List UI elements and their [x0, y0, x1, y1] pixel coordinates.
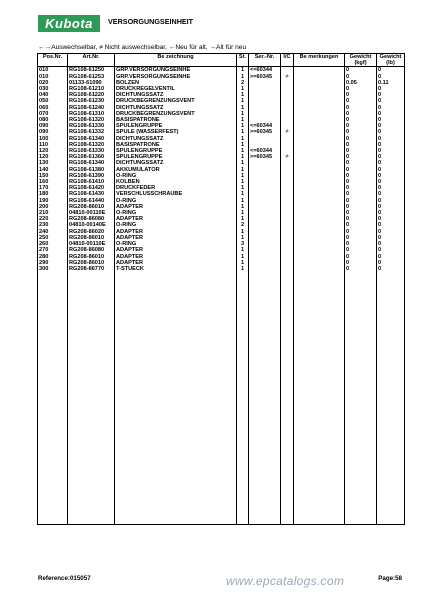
cell-qty: 1	[237, 216, 249, 222]
cell-description: BASISPATRONE	[115, 117, 237, 123]
cell-description: T-STUECK	[115, 266, 237, 272]
cell-pos: 010	[38, 74, 68, 80]
cell-weight-kgf: 0	[345, 266, 377, 272]
cell-weight-kgf: 0	[345, 210, 377, 216]
cell-qty: 1	[237, 191, 249, 197]
cell-weight-kgf: 0.05	[345, 80, 377, 86]
cell-qty: 1	[237, 92, 249, 98]
cell-remarks	[294, 67, 345, 74]
cell-pos: 270	[38, 247, 68, 253]
cell-qty: 1	[237, 117, 249, 123]
cell-description: DRUCKBEGRENZUNGSVENT	[115, 98, 237, 104]
cell-weight-kgf: 0	[345, 129, 377, 135]
cell-weight-lb: 0	[377, 129, 405, 135]
cell-part-no: RG108-61410	[68, 179, 115, 185]
cell-description: O-RING	[115, 210, 237, 216]
cell-ic: ≠	[281, 154, 294, 160]
cell-qty: 1	[237, 67, 249, 74]
page-number: Page:58	[378, 575, 402, 582]
cell-weight-lb: 0	[377, 266, 405, 272]
cell-part-no: RG108-61320	[68, 142, 115, 148]
cell-part-no: RG208-86010	[68, 204, 115, 210]
cell-weight-lb: 0	[377, 67, 405, 74]
cell-weight-kgf: 0	[345, 173, 377, 179]
cell-pos: 090	[38, 123, 68, 129]
cell-pos: 160	[38, 179, 68, 185]
cell-weight-lb: 0	[377, 148, 405, 154]
cell-weight-lb: 0	[377, 167, 405, 173]
cell-part-no: RG108-61253	[68, 74, 115, 80]
cell-qty: 3	[237, 241, 249, 247]
cell-weight-kgf: 0	[345, 179, 377, 185]
cell-qty: 1	[237, 247, 249, 253]
cell-description: ADAPTER	[115, 216, 237, 222]
cell-weight-kgf: 0	[345, 136, 377, 142]
col-header-weight-kgf: Gewicht (kgf)	[345, 54, 377, 67]
cell-description: ADAPTER	[115, 229, 237, 235]
filler-cell	[249, 272, 281, 524]
watermark: www.epcatalogs.com	[226, 574, 345, 588]
cell-weight-kgf: 0	[345, 254, 377, 260]
cell-weight-lb: 0	[377, 123, 405, 129]
cell-weight-lb: 0	[377, 74, 405, 80]
page-title: VERSORGUNGSEINHEIT	[108, 17, 194, 26]
cell-qty: 1	[237, 204, 249, 210]
cell-weight-kgf: 0	[345, 185, 377, 191]
cell-weight-kgf: 0	[345, 105, 377, 111]
cell-part-no: RG108-61310	[68, 111, 115, 117]
cell-part-no: 04810-00140E	[68, 222, 115, 228]
cell-serial: >=60345	[249, 154, 281, 160]
cell-pos: 220	[38, 216, 68, 222]
cell-description: DRUCKFEDER	[115, 185, 237, 191]
cell-pos: 060	[38, 105, 68, 111]
cell-qty: 1	[237, 111, 249, 117]
cell-qty: 1	[237, 98, 249, 104]
cell-weight-kgf: 0	[345, 167, 377, 173]
cell-qty: 1	[237, 210, 249, 216]
cell-weight-lb: 0	[377, 160, 405, 166]
cell-qty: 1	[237, 254, 249, 260]
cell-part-no: RG208-86080	[68, 216, 115, 222]
col-header-part-no: Art.Nr.	[68, 54, 115, 67]
cell-pos: 030	[38, 86, 68, 92]
parts-table-body	[38, 67, 405, 524]
col-header-weight-lb: Gewicht (lb)	[377, 54, 405, 67]
cell-description: DICHTUNGSSATZ	[115, 105, 237, 111]
cell-qty: 1	[237, 105, 249, 111]
cell-qty: 1	[237, 154, 249, 160]
filler-cell	[345, 272, 377, 524]
cell-weight-lb: 0	[377, 229, 405, 235]
cell-weight-lb: 0	[377, 241, 405, 247]
cell-weight-kgf: 0	[345, 247, 377, 253]
cell-weight-kgf: 0	[345, 235, 377, 241]
cell-weight-lb: 0	[377, 198, 405, 204]
table-header-row	[38, 54, 405, 67]
cell-weight-kgf: 0	[345, 216, 377, 222]
cell-weight-kgf: 0	[345, 222, 377, 228]
cell-pos: 020	[38, 80, 68, 86]
col-header-serial: Ser.-Nr.	[249, 54, 281, 67]
cell-weight-lb: 0	[377, 185, 405, 191]
parts-table	[37, 53, 405, 525]
cell-weight-lb: 0	[377, 86, 405, 92]
cell-description: ADAPTER	[115, 235, 237, 241]
cell-weight-lb: 0	[377, 216, 405, 222]
col-header-qty: St.	[237, 54, 249, 67]
cell-weight-kgf: 0	[345, 142, 377, 148]
interchangeability-legend: ←→Auswechselbar, ≠ Nicht auswechselbar, ←Neu für alt, →Alt für neu	[38, 44, 247, 51]
cell-pos: 080	[38, 117, 68, 123]
cell-part-no: RG208-86010	[68, 260, 115, 266]
cell-description: ADAPTER	[115, 247, 237, 253]
cell-qty: 1	[237, 198, 249, 204]
filler-cell	[38, 272, 68, 524]
cell-description: GRP.VERSORGUNGSEINHE	[115, 74, 237, 80]
cell-description: O-RING	[115, 241, 237, 247]
cell-qty: 2	[237, 222, 249, 228]
col-header-remarks: Be merkungen	[294, 54, 345, 67]
cell-qty: 1	[237, 74, 249, 80]
cell-serial: >=60345	[249, 74, 281, 80]
cell-description: SPULENGRUPPE	[115, 154, 237, 160]
cell-pos: 140	[38, 167, 68, 173]
cell-qty: 1	[237, 179, 249, 185]
cell-description: SPULENGRUPPE	[115, 148, 237, 154]
cell-weight-lb: 0	[377, 210, 405, 216]
cell-qty: 1	[237, 173, 249, 179]
cell-part-no: RG108-61230	[68, 98, 115, 104]
cell-weight-lb: 0	[377, 154, 405, 160]
filler-cell	[377, 272, 405, 524]
cell-part-no: RG108-61360	[68, 154, 115, 160]
cell-pos: 120	[38, 154, 68, 160]
cell-pos: 300	[38, 266, 68, 272]
cell-pos: 180	[38, 191, 68, 197]
cell-pos: 200	[38, 204, 68, 210]
cell-part-no: RG108-61440	[68, 198, 115, 204]
table-row	[38, 67, 405, 74]
cell-weight-kgf: 0	[345, 204, 377, 210]
col-header-ic: I/C	[281, 54, 294, 67]
cell-description: DICHTUNGSSATZ	[115, 92, 237, 98]
cell-weight-kgf: 0	[345, 111, 377, 117]
cell-part-no: 04810-00110E	[68, 241, 115, 247]
cell-pos: 210	[38, 210, 68, 216]
cell-part-no: RG108-61220	[68, 92, 115, 98]
cell-part-no: RG108-61430	[68, 191, 115, 197]
cell-qty: 1	[237, 136, 249, 142]
cell-part-no: RG108-61250	[68, 67, 115, 74]
cell-weight-lb: 0	[377, 117, 405, 123]
cell-weight-lb: 0	[377, 142, 405, 148]
cell-part-no: 01133-61090	[68, 80, 115, 86]
cell-pos: 120	[38, 148, 68, 154]
cell-pos: 230	[38, 222, 68, 228]
cell-weight-kgf: 0	[345, 198, 377, 204]
cell-part-no: RG108-61320	[68, 117, 115, 123]
cell-description: O-RING	[115, 222, 237, 228]
cell-weight-kgf: 0	[345, 154, 377, 160]
cell-qty: 1	[237, 229, 249, 235]
cell-description: ADAPTER	[115, 204, 237, 210]
cell-pos: 250	[38, 235, 68, 241]
cell-weight-kgf: 0	[345, 92, 377, 98]
cell-pos: 110	[38, 142, 68, 148]
filler-cell	[281, 272, 294, 524]
cell-description: AKKUMULATOR	[115, 167, 237, 173]
cell-weight-kgf: 0	[345, 74, 377, 80]
cell-weight-lb: 0	[377, 173, 405, 179]
cell-qty: 1	[237, 123, 249, 129]
cell-pos: 130	[38, 160, 68, 166]
cell-serial: <=60344	[249, 123, 281, 129]
cell-qty: 2	[237, 80, 249, 86]
cell-part-no: RG108-61340	[68, 160, 115, 166]
cell-weight-lb: 0	[377, 179, 405, 185]
cell-part-no: RG108-61210	[68, 86, 115, 92]
cell-description: DICHTUNGSSATZ	[115, 160, 237, 166]
cell-qty: 1	[237, 148, 249, 154]
cell-weight-kgf: 0	[345, 241, 377, 247]
cell-weight-lb: 0	[377, 235, 405, 241]
cell-part-no: RG108-61390	[68, 173, 115, 179]
cell-part-no: RG108-61340	[68, 136, 115, 142]
cell-pos: 260	[38, 241, 68, 247]
cell-weight-lb: 0	[377, 98, 405, 104]
cell-part-no: RG208-86010	[68, 254, 115, 260]
filler-cell	[115, 272, 237, 524]
cell-qty: 1	[237, 167, 249, 173]
cell-description: SPULENGRUPPE	[115, 123, 237, 129]
cell-part-no: 04810-00110E	[68, 210, 115, 216]
cell-description: DRUCKBEGRENZUNGSVENT	[115, 111, 237, 117]
cell-part-no: RG208-86020	[68, 229, 115, 235]
table-filler-row	[38, 272, 405, 524]
cell-weight-kgf: 0	[345, 148, 377, 154]
cell-pos: 090	[38, 129, 68, 135]
cell-ic: ≠	[281, 74, 294, 80]
cell-weight-lb: 0	[377, 204, 405, 210]
cell-description: VERSCHLUSSCHRAUBE	[115, 191, 237, 197]
cell-description: ADAPTER	[115, 260, 237, 266]
cell-description: ADAPTER	[115, 254, 237, 260]
filler-cell	[68, 272, 115, 524]
cell-weight-kgf: 0	[345, 67, 377, 74]
cell-description: BASISPATRONE	[115, 142, 237, 148]
cell-qty: 1	[237, 160, 249, 166]
cell-qty: 1	[237, 185, 249, 191]
reference-number: Reference:015057	[38, 575, 91, 582]
cell-part-no: RG208-86770	[68, 266, 115, 272]
cell-qty: 1	[237, 142, 249, 148]
kubota-logo: Kubota	[38, 15, 100, 32]
cell-qty: 1	[237, 129, 249, 135]
cell-pos: 190	[38, 198, 68, 204]
filler-cell	[294, 272, 345, 524]
cell-description: GRP.VERSORGUNGSEINHE	[115, 67, 237, 74]
cell-pos: 050	[38, 98, 68, 104]
cell-qty: 1	[237, 86, 249, 92]
cell-weight-lb: 0	[377, 111, 405, 117]
filler-cell	[237, 272, 249, 524]
cell-weight-lb: 0	[377, 191, 405, 197]
cell-part-no: RG108-61330	[68, 148, 115, 154]
cell-part-no: RG108-61380	[68, 167, 115, 173]
cell-pos: 070	[38, 111, 68, 117]
col-header-description: Be zeichnung	[115, 54, 237, 67]
cell-weight-lb: 0.11	[377, 80, 405, 86]
cell-description: SPULE (WASSERFEST)	[115, 129, 237, 135]
cell-ic	[281, 67, 294, 74]
cell-weight-lb: 0	[377, 254, 405, 260]
cell-weight-lb: 0	[377, 105, 405, 111]
cell-description: O-RING	[115, 173, 237, 179]
cell-part-no: RG108-61330	[68, 123, 115, 129]
cell-part-no: RG108-61420	[68, 185, 115, 191]
col-header-pos: Pos.Nr.	[38, 54, 68, 67]
cell-part-no: RG108-61240	[68, 105, 115, 111]
cell-qty: 1	[237, 235, 249, 241]
cell-description: O-RING	[115, 198, 237, 204]
cell-pos: 290	[38, 260, 68, 266]
cell-weight-kgf: 0	[345, 123, 377, 129]
cell-qty: 1	[237, 266, 249, 272]
cell-pos: 280	[38, 254, 68, 260]
cell-description: DRUCKREGELVENTIL	[115, 86, 237, 92]
cell-part-no: RG208-86010	[68, 235, 115, 241]
cell-weight-lb: 0	[377, 247, 405, 253]
cell-description: BOLZEN	[115, 80, 237, 86]
cell-weight-lb: 0	[377, 260, 405, 266]
cell-description: DICHTUNGSSATZ	[115, 136, 237, 142]
cell-pos: 240	[38, 229, 68, 235]
cell-weight-kgf: 0	[345, 86, 377, 92]
cell-serial: <=60344	[249, 148, 281, 154]
cell-weight-kgf: 0	[345, 260, 377, 266]
cell-pos: 010	[38, 67, 68, 74]
cell-serial: >=60345	[249, 129, 281, 135]
cell-weight-kgf: 0	[345, 98, 377, 104]
cell-weight-kgf: 0	[345, 160, 377, 166]
cell-serial: <=60344	[249, 67, 281, 74]
cell-ic: ≠	[281, 129, 294, 135]
cell-weight-kgf: 0	[345, 117, 377, 123]
cell-pos: 170	[38, 185, 68, 191]
cell-weight-kgf: 0	[345, 191, 377, 197]
cell-pos: 150	[38, 173, 68, 179]
cell-weight-lb: 0	[377, 222, 405, 228]
cell-weight-lb: 0	[377, 136, 405, 142]
cell-description: KOLBEN	[115, 179, 237, 185]
cell-part-no: RG208-86080	[68, 247, 115, 253]
cell-pos: 040	[38, 92, 68, 98]
cell-weight-kgf: 0	[345, 229, 377, 235]
cell-pos: 100	[38, 136, 68, 142]
cell-qty: 1	[237, 260, 249, 266]
cell-part-no: RG108-61332	[68, 129, 115, 135]
cell-weight-lb: 0	[377, 92, 405, 98]
